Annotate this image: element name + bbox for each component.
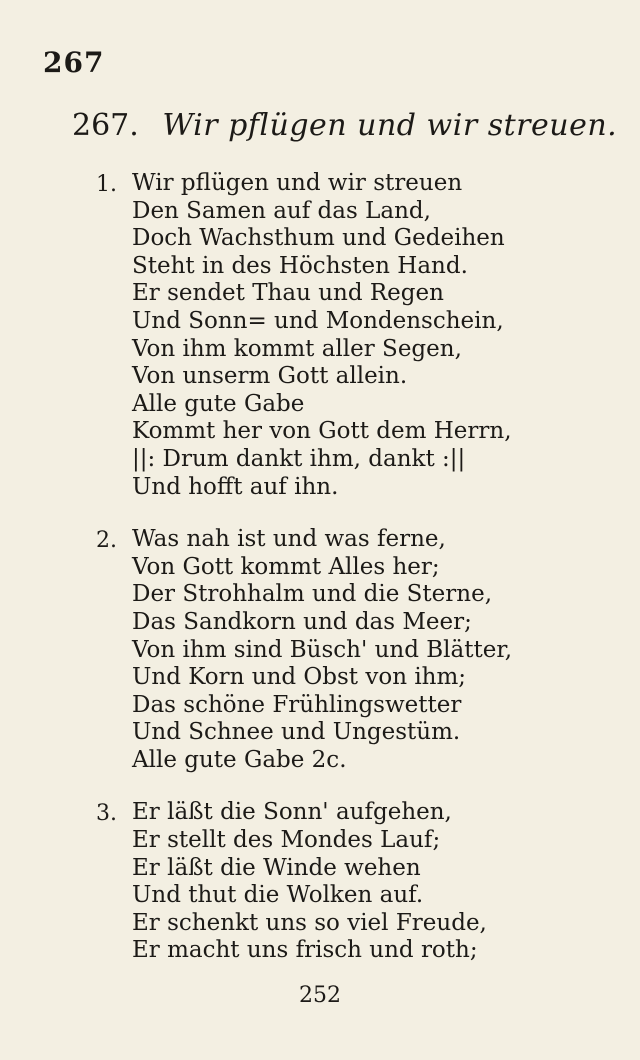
verse-line: Und Schnee und Ungestüm. [132,719,461,746]
hymn-text [0,170,640,990]
verse-line: Von Gott kommt Alles her; [132,553,440,580]
verse-line: Er läßt die Sonn' aufgehen, [132,799,452,826]
verse-line: Alle gute Gabe [132,390,305,417]
stanza-number: 2. [96,528,117,554]
verse-line: Steht in des Höchsten Hand. [132,252,468,279]
stanza-1 [0,170,640,501]
stanza-number: 3. [96,801,117,827]
verse-line: Das Sandkorn und das Meer; [132,608,472,635]
stanza-3 [0,799,640,965]
stanza-number: 1. [96,172,117,197]
verse-line: Und hofft auf ihn. [132,473,339,500]
stanza-2 [0,526,640,774]
verse-line: Von ihm kommt aller Segen, [132,335,462,362]
hymn-number: 267. [72,108,139,143]
verse-line: Den Samen auf das Land, [132,197,431,224]
verse-line: Er schenkt uns so viel Freude, [132,909,487,936]
verse-line: Und thut die Wolken auf. [132,882,424,909]
verse-line: Das schöne Frühlingswetter [132,691,462,718]
verse-line: Von ihm sind Büsch' und Blätter, [132,636,513,663]
verse-line: Er läßt die Winde wehen [132,854,421,881]
verse-line: Wir pflügen und wir streuen [132,170,463,196]
verse-line: Kommt her von Gott dem Herrn, [132,418,512,445]
verse-line: Was nah ist und was ferne, [132,526,446,553]
page-number: 252 [299,983,341,1008]
verse-line: Der Strohhalm und die Sterne, [132,581,493,608]
verse-line: Er stellt des Mondes Lauf; [132,827,441,854]
verse-line: Alle gute Gabe 2c. [132,746,347,773]
hymn-heading [72,108,617,143]
hymn-title: Wir pflügen und wir streuen. [162,108,618,143]
verse-line: Und Korn und Obst von ihm; [132,664,467,691]
running-hymn-number: 267 [43,46,105,79]
verse-line: Er sendet Thau und Regen [132,280,444,307]
verse-line: ||: Drum dankt ihm, dankt :|| [132,445,466,472]
verse-line: Von unserm Gott allein. [132,363,408,390]
verse-line: Doch Wachsthum und Gedeihen [132,225,505,252]
verse-line: Er macht uns frisch und roth; [132,937,478,964]
verse-line: Und Sonn= und Mondenschein, [132,307,504,334]
